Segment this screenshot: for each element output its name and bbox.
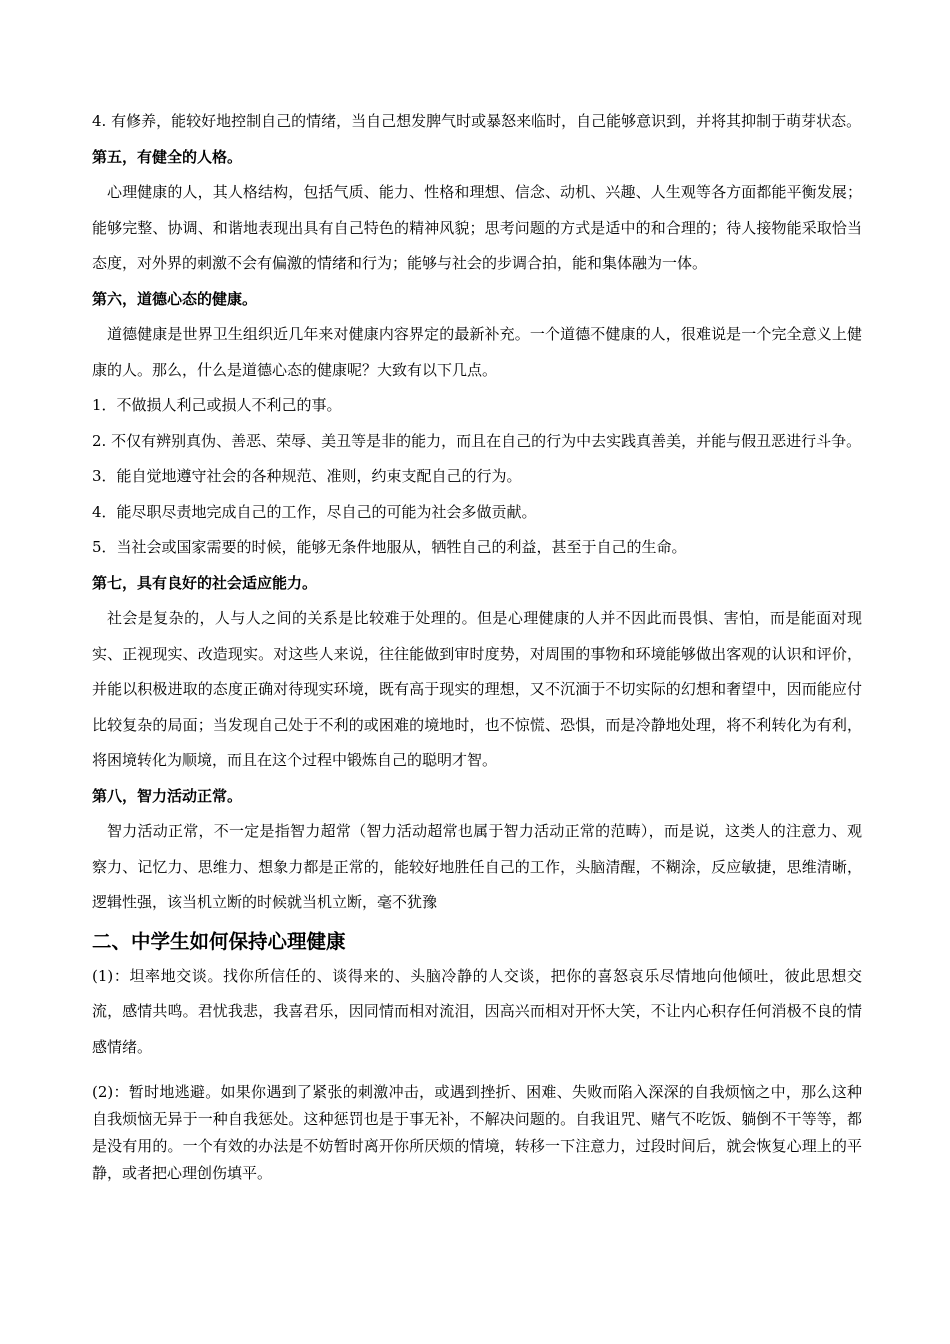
paragraph-intelligence: 智力活动正常，不一定是指智力超常（智力活动超常也属于智力活动正常的范畴），而是说，这类人的注意力、观察力、记忆力、思维力、想象力都是正常的，能较好地胜任自己的工作，头脑清醒，不糊涂，反应敏捷，思维清晰，逻辑性强，该当机立断的时候就当机立断，毫不犹豫 [92, 822, 862, 911]
heading-eighth-intelligence: 第八，智力活动正常。 [92, 786, 243, 805]
list-item-morality-3: 3．能自觉地遵守社会的各种规范、准则，约束支配自己的行为。 [92, 467, 522, 485]
section-title: 二、中学生如何保持心理健康 [92, 929, 346, 953]
document-page [92, 104, 862, 1187]
paragraph-temporary-escape: (2)：暂时地逃避。如果你遇到了紧张的刺激冲击，或遇到挫折、困难、失败而陷入深深的自我烦恼之中，那么这种自我烦恼无异于一种自我惩处。这种惩罚也是于事无补，不解决问题的。自我诅咒、赌气不吃饭、躺倒不干等等，都是没有用的。一个有效的办法是不妨暂时离开你所厌烦的情境，转移一下注意力，过段时间后，就会恢复心理上的平静，或者把心理创伤填平。 [92, 1083, 862, 1182]
list-item-morality-1: 1．不做损人利己或损人不利己的事。 [92, 396, 342, 414]
list-item-morality-2: 2. 不仅有辨别真伪、善恶、荣辱、美丑等是非的能力，而且在自己的行为中去实践真善美，并能与假丑恶进行斗争。 [92, 431, 862, 450]
list-item-4-self-control: 4. 有修养，能较好地控制自己的情绪，当自己想发脾气时或暴怒来临时，自己能够意识到，并将其抑制于萌芽状态。 [92, 112, 862, 130]
paragraph-adaptation: 社会是复杂的，人与人之间的关系是比较难于处理的。但是心理健康的人并不因此而畏惧、害怕，而是能面对现实、正视现实、改造现实。对这些人来说，往往能做到审时度势，对周围的事物和环境能够做出客观的认识和评价，并能以积极进取的态度正确对待现实环境，既有高于现实的理想，又不沉湎于不切实际的幻想和奢望中，因而能应付比较复杂的局面；当发现自己处于不利的或困难的境地时，也不惊慌、恐惧，而是冷静地处理，将不利转化为有利，将困境转化为顺境，而且在这个过程中锻炼自己的聪明才智。 [92, 609, 862, 769]
list-item-morality-4: 4．能尽职尽责地完成自己的工作，尽自己的可能为社会多做贡献。 [92, 502, 537, 521]
heading-sixth-morality: 第六，道德心态的健康。 [92, 289, 258, 308]
heading-fifth-personality: 第五，有健全的人格。 [92, 147, 243, 166]
paragraph-morality: 道德健康是世界卫生组织近几年来对健康内容界定的最新补充。一个道德不健康的人，很难说是一个完全意义上健康的人。那么，什么是道德心态的健康呢？大致有以下几点。 [92, 325, 862, 379]
paragraph-personality: 心理健康的人，其人格结构，包括气质、能力、性格和理想、信念、动机、兴趣、人生观等各方面都能平衡发展；能够完整、协调、和谐地表现出具有自己特色的精神风貌；思考问题的方式是适中的和合理的；待人接物能采取恰当态度，对外界的刺激不会有偏激的情绪和行为；能够与社会的步调合拍，能和集体融为一体。 [92, 183, 862, 272]
paragraph-frank-talk: (1)：坦率地交谈。找你所信任的、谈得来的、头脑冷静的人交谈，把你的喜怒哀乐尽情地向他倾吐，彼此思想交流，感情共鸣。君忧我悲，我喜君乐，因同情而相对流泪，因高兴而相对开怀大笑，不让内心积存任何消极不良的情感情绪。 [92, 966, 862, 1056]
heading-seventh-adaptation: 第七，具有良好的社会适应能力。 [92, 573, 318, 592]
list-item-morality-5: 5．当社会或国家需要的时候，能够无条件地服从，牺牲自己的利益，甚至于自己的生命。 [92, 538, 687, 556]
